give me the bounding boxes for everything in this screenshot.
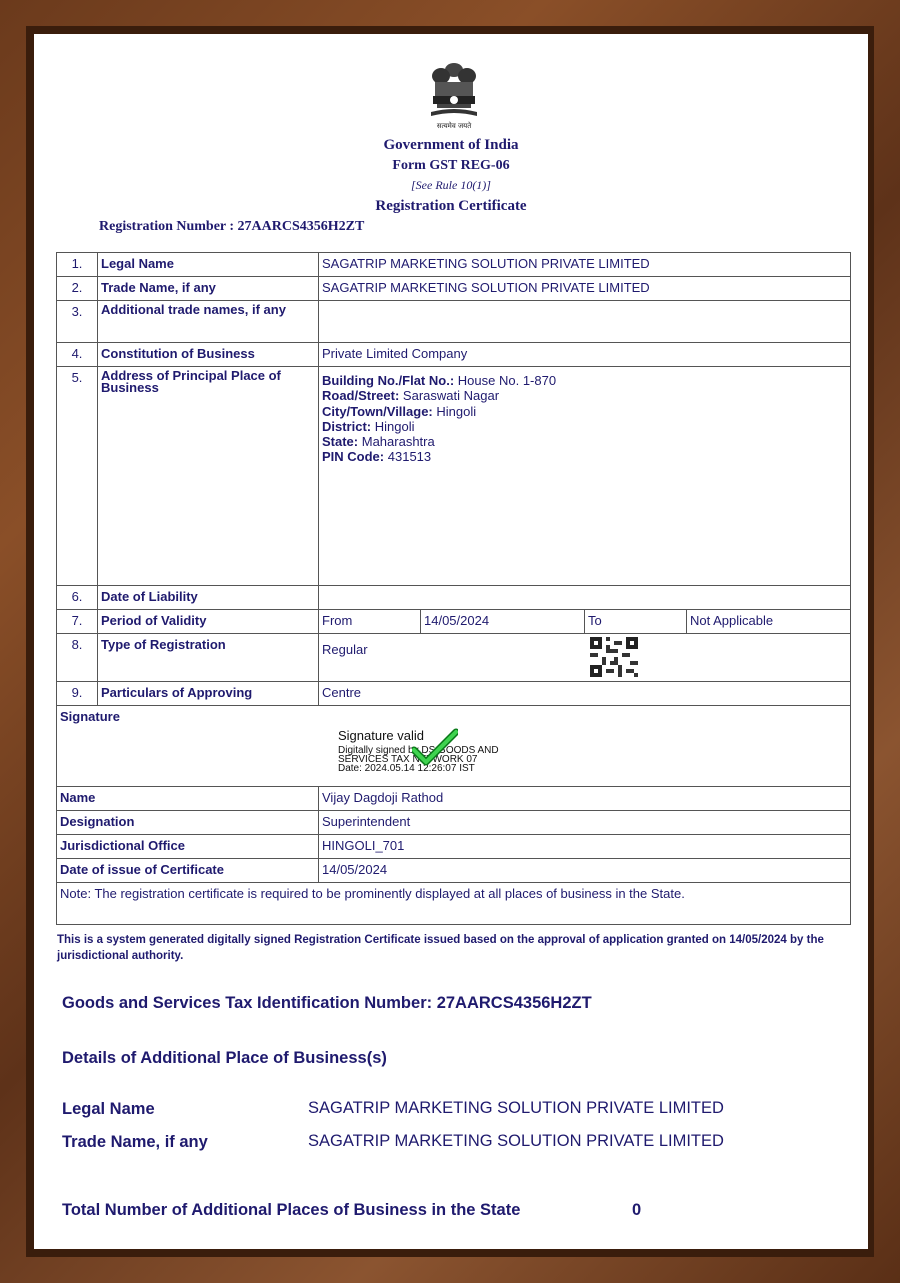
table-row [57, 610, 851, 634]
row-label: Date of Liability [98, 586, 319, 610]
validity-from-label: From [319, 610, 421, 634]
approving-particulars-value: Centre [319, 682, 851, 706]
header-rule: [See Rule 10(1)] [411, 178, 491, 192]
row-label: Type of Registration [98, 634, 319, 682]
table-row [57, 682, 851, 706]
table-row [57, 859, 851, 883]
system-generated-note: This is a system generated digitally signed Registration Certificate issued based on the approval of application granted on 14/05/2024 by the jurisdictional authority. [57, 934, 824, 962]
signature-line-1: Digitally signed by DS GOODS AND [338, 745, 499, 756]
signature-valid-text: Signature valid [338, 728, 424, 743]
table-row [57, 367, 851, 586]
annex-legal-name-label: Legal Name [62, 1100, 155, 1118]
row-label: Period of Validity [98, 610, 319, 634]
table-row [57, 301, 851, 343]
table-row [57, 343, 851, 367]
pin-value: 431513 [387, 449, 432, 465]
row-number: 1. [57, 253, 98, 277]
validity-to-label: To [585, 610, 687, 634]
table-row [57, 883, 851, 925]
designation-value: Superintendent [319, 811, 851, 835]
building-value: House No. 1-870 [457, 373, 557, 388]
table-row [57, 787, 851, 811]
row-number: 9. [57, 682, 98, 706]
signature-row [57, 706, 851, 787]
registration-table [56, 252, 851, 925]
district-value: Hingoli [374, 418, 415, 434]
header-title: Registration Certificate [375, 198, 527, 214]
emblem-caption: सत्यमेव जयते [436, 122, 472, 130]
address-block [319, 367, 851, 586]
additional-trade-names-value [319, 301, 851, 343]
row-label: Particulars of Approving [98, 682, 319, 706]
qr-code-icon [590, 637, 638, 677]
national-emblem-icon [427, 60, 481, 132]
table-row [57, 835, 851, 859]
officer-name-label: Name [57, 787, 319, 811]
table-row [57, 253, 851, 277]
designation-label: Designation [57, 811, 319, 835]
state-value: Maharashtra [361, 434, 435, 450]
row-label: Trade Name, if any [98, 277, 319, 301]
registration-number: Registration Number : 27AARCS4356H2ZT [99, 219, 365, 234]
district-label: District: [322, 418, 372, 434]
road-label: Road/Street: [322, 388, 400, 404]
city-label: City/Town/Village: [322, 403, 433, 419]
additional-places-heading: Details of Additional Place of Business(s) [62, 1049, 387, 1067]
row-number: 3. [57, 301, 98, 343]
constitution-value: Private Limited Company [319, 343, 851, 367]
digital-signature [60, 724, 847, 786]
road-value: Saraswati Nagar [402, 388, 500, 404]
signature-line-2: SERVICES TAX NETWORK 07 [338, 754, 478, 765]
total-places-value: 0 [632, 1201, 642, 1219]
state-label: State: [322, 434, 359, 450]
signature-line-3: Date: 2024.05.14 12:26:07 IST [338, 763, 475, 774]
validity-from-value: 14/05/2024 [421, 610, 585, 634]
annex-legal-name-value: SAGATRIP MARKETING SOLUTION PRIVATE LIMITED [308, 1099, 724, 1117]
jurisdictional-office-label: Jurisdictional Office [57, 835, 319, 859]
certificate-paper [34, 34, 868, 1249]
validity-to-value: Not Applicable [687, 610, 851, 634]
table-row [57, 586, 851, 610]
header-form: Form GST REG-06 [392, 158, 510, 173]
officer-name-value: Vijay Dagdoji Rathod [319, 787, 851, 811]
total-places-label: Total Number of Additional Places of Business in the State [62, 1201, 521, 1219]
table-row [57, 634, 851, 682]
row-label: Constitution of Business [98, 343, 319, 367]
row-number: 5. [57, 367, 98, 586]
annex-trade-name-value: SAGATRIP MARKETING SOLUTION PRIVATE LIMITED [308, 1132, 724, 1150]
signature-label: Signature [60, 709, 120, 724]
row-number: 7. [57, 610, 98, 634]
registration-type-value: Regular [319, 634, 851, 682]
row-number: 2. [57, 277, 98, 301]
issue-date-value: 14/05/2024 [319, 859, 851, 883]
row-number: 4. [57, 343, 98, 367]
row-label: Additional trade names, if any [98, 301, 319, 343]
table-row [57, 811, 851, 835]
legal-name-value: SAGATRIP MARKETING SOLUTION PRIVATE LIMITED [319, 253, 851, 277]
signature-check-icon [412, 728, 458, 766]
gstin-heading: Goods and Services Tax Identification Number: 27AARCS4356H2ZT [62, 994, 592, 1012]
header-government: Government of India [383, 137, 519, 153]
trade-name-value: SAGATRIP MARKETING SOLUTION PRIVATE LIMITED [319, 277, 851, 301]
city-value: Hingoli [436, 403, 477, 419]
row-label: Legal Name [98, 253, 319, 277]
building-label: Building No./Flat No.: [322, 373, 455, 388]
pin-label: PIN Code: [322, 449, 385, 465]
jurisdictional-office-value: HINGOLI_701 [319, 835, 851, 859]
row-number: 8. [57, 634, 98, 682]
annex-trade-name-label: Trade Name, if any [62, 1133, 208, 1151]
issue-date-label: Date of issue of Certificate [57, 859, 319, 883]
row-label: Address of Principal Place of Business [98, 367, 319, 586]
date-of-liability-value [319, 586, 851, 610]
row-number: 6. [57, 586, 98, 610]
table-row [57, 277, 851, 301]
display-note: Note: The registration certificate is required to be prominently displayed at all places of business in the State. [57, 883, 851, 925]
